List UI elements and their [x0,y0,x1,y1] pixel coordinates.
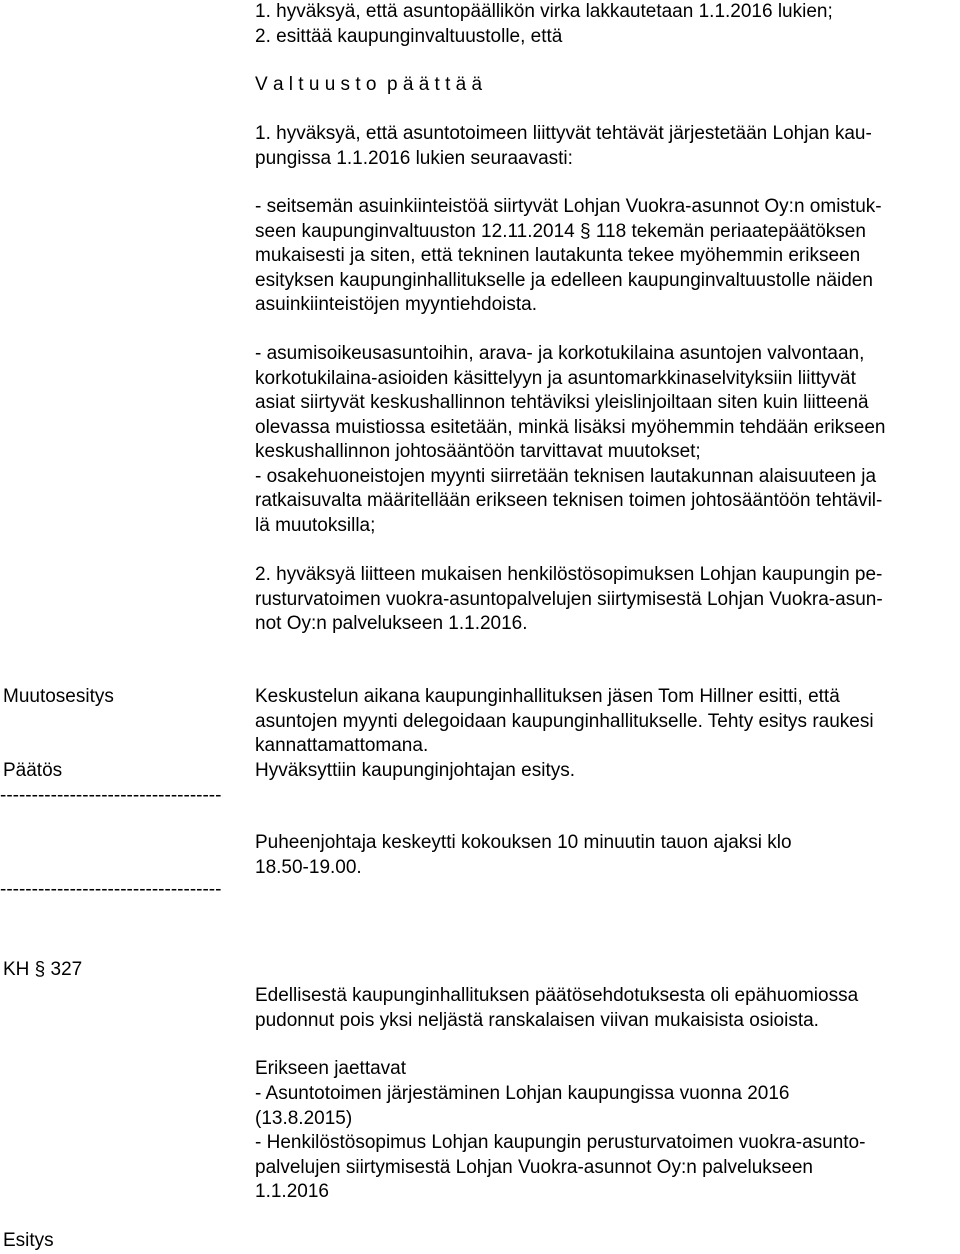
text-line: seen kaupunginvaltuuston 12.11.2014 § 118 tekemän periaatepäätöksen [255,220,866,242]
text-line: Keskustelun aikana kaupunginhallituksen jäsen Tom Hillner esitti, että [255,686,840,707]
text-line: pudonnut pois yksi neljästä ranskalaisen viivan mukaisista osioista. [255,1009,819,1031]
text-line: rusturvatoimen vuokra-asuntopalvelujen siirtymisestä Lohjan Vuokra-asun- [255,588,883,610]
text-line: ratkaisuvalta määritellään erikseen teknisen toimen johtosääntöön tehtävil- [255,490,883,511]
decision-lines-1 [255,0,960,49]
text-line: 1. hyväksyä, että asuntotoimeen liittyvät tehtävät järjestetään Lohjan kau- [255,123,872,144]
separator-line: ----------------------------------- [0,879,222,900]
text-line: lä muutoksilla; [255,514,376,536]
list-item: (13.8.2015) [255,1107,353,1129]
text-line: Puheenjohtaja keskeytti kokouksen 10 minuutin tauon ajaksi klo [255,832,792,853]
list-item: - Henkilöstösopimus Lohjan kaupungin perusturvatoimen vuokra-asunto- [255,1132,866,1153]
text-line: esityksen kaupunginhallitukselle ja edelleen kaupunginvaltuustolle näiden [255,269,873,291]
text-line: 1. hyväksyä, että asuntopäällikön virka lakkautetaan 1.1.2016 lukien; [255,1,833,22]
text-line: 2. hyväksyä liitteen mukaisen henkilöstösopimuksen Lohjan kaupungin pe- [255,564,883,585]
text-line: kannattamattomana. [255,735,429,756]
text-line: olevassa muistiossa esitetään, minkä lisäksi myöhemmin tehdään erikseen [255,416,886,438]
text-line: asiat siirtyvät keskushallinnon tehtäviksi yleislinjoiltaan siten kuin liitteenä [255,392,869,413]
text-line: mukaisesti ja siten, että tekninen lautakunta tekee myöhemmin erikseen [255,245,861,266]
text-line: asuinkiinteistöjen myyntiehdoista. [255,294,537,315]
text-line: - asumisoikeusasuntoihin, arava- ja korkotukilaina asuntojen valvontaan, [255,343,865,364]
text-line: keskushallinnon johtosääntöön tarvittavat muutokset; [255,441,701,462]
kh-section-label: KH § 327 [3,959,83,980]
muutosesitys-text [255,685,960,759]
text-line: korkotukilaina-asioiden käsittelyyn ja asuntomarkkinaselvityksiin liittyvät [255,367,856,389]
text-line: - seitsemän asuinkiinteistöä siirtyvät Lohjan Vuokra-asunnot Oy:n omistuk- [255,196,882,217]
text-line: asuntojen myynti delegoidaan kaupunginhallitukselle. Tehty esitys raukesi [255,710,874,732]
list-item: palvelujen siirtymisestä Lohjan Vuokra-asunnot Oy:n palvelukseen [255,1156,813,1178]
text-line: pungissa 1.1.2016 lukien seuraavasti: [255,147,573,169]
kh-intro-text [255,984,960,1033]
separator-line: ----------------------------------- [0,785,222,806]
decision-lines-3 [255,195,960,318]
esitys-label: Esitys [3,1230,54,1251]
decision-lines-2 [255,122,960,171]
decision-lines-5 [255,563,960,637]
text-line: 2. esittää kaupunginvaltuustolle, että [255,25,563,47]
attachments-heading: Erikseen jaettavat [255,1058,407,1079]
text-line: not Oy:n palvelukseen 1.1.2016. [255,613,528,634]
tauko-text [255,831,960,880]
muutosesitys-label: Muutosesitys [3,686,114,707]
valtuusto-heading: V a l t u u s t o p ä ä t t ä ä [255,74,483,95]
paatos-text: Hyväksyttiin kaupunginjohtajan esitys. [255,760,576,781]
paatos-label: Päätös [3,760,63,781]
attachments-list [255,1082,960,1205]
decision-lines-4 [255,342,960,538]
list-item: - Asuntotoimen järjestäminen Lohjan kaupungissa vuonna 2016 [255,1083,790,1104]
text-line: 18.50-19.00. [255,856,362,878]
text-line: - osakehuoneistojen myynti siirretään teknisen lautakunnan alaisuuteen ja [255,465,877,487]
list-item: 1.1.2016 [255,1181,329,1202]
text-line: Edellisestä kaupunginhallituksen päätösehdotuksesta oli epähuomiossa [255,985,859,1006]
